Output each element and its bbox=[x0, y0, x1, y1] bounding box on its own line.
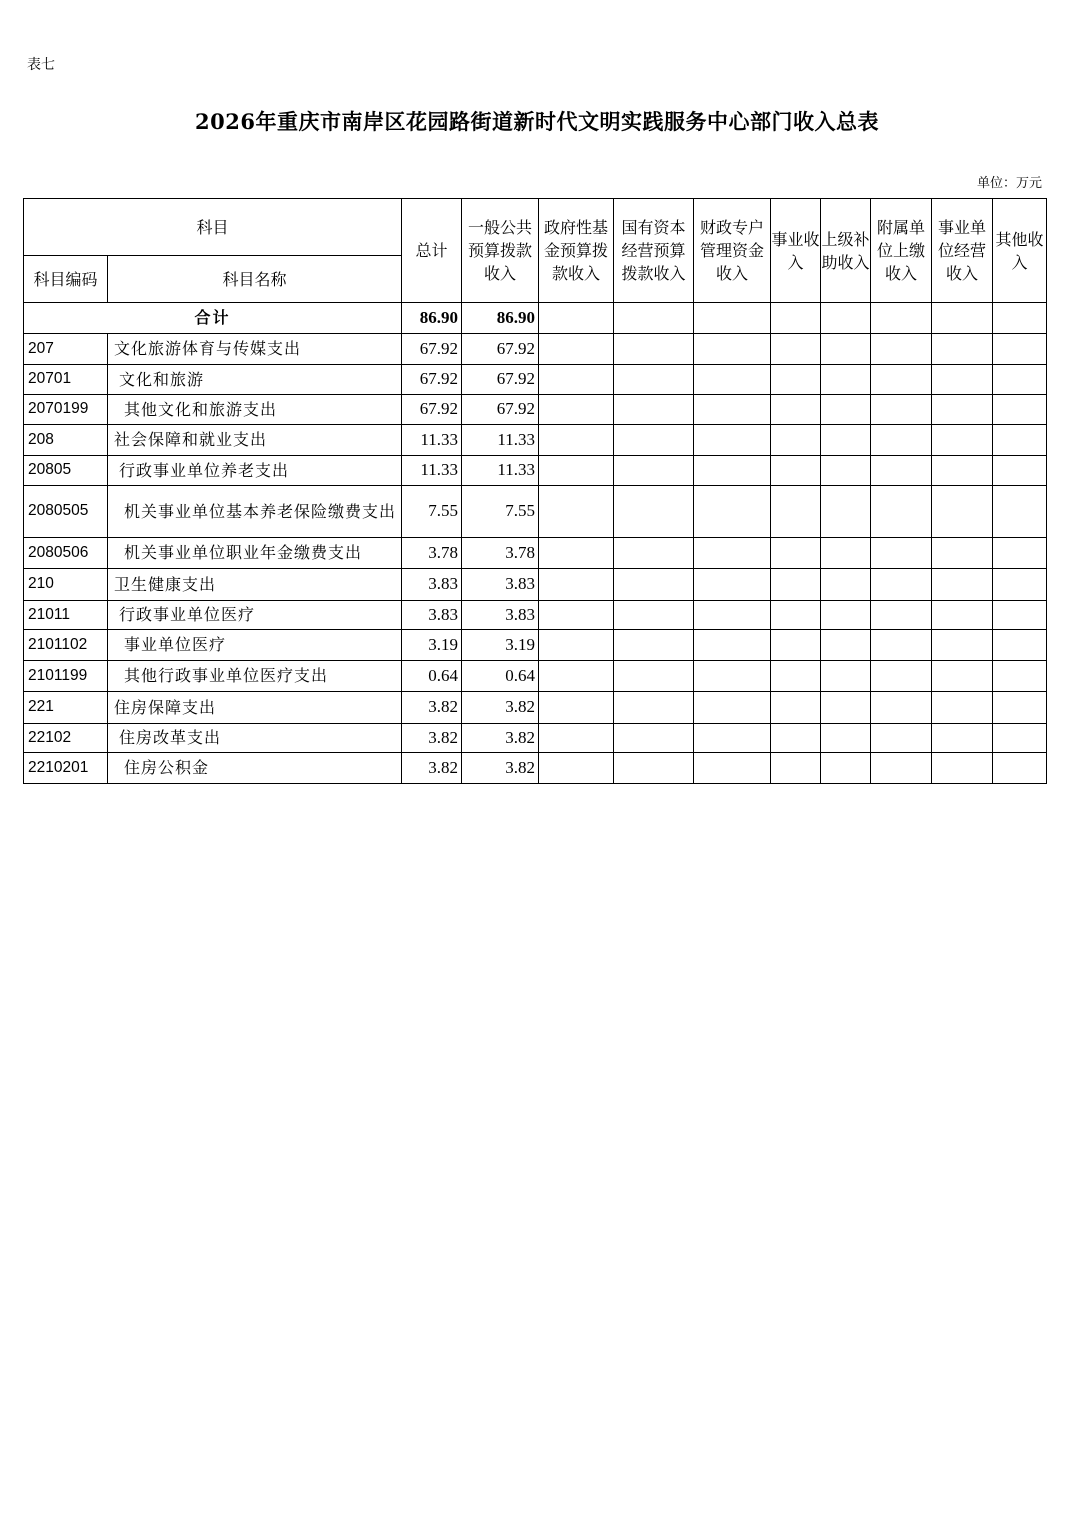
name-cell: 文化旅游体育与传媒支出 bbox=[108, 334, 402, 365]
name-cell: 住房保障支出 bbox=[108, 692, 402, 724]
name-cell: 其他行政事业单位医疗支出 bbox=[108, 661, 402, 692]
header-fiscal-special: 财政专户管理资金收入 bbox=[694, 199, 771, 303]
table-row bbox=[24, 456, 1047, 486]
table-row bbox=[24, 753, 1047, 784]
general-cell: 11.33 bbox=[462, 425, 539, 456]
header-total: 总计 bbox=[402, 199, 462, 303]
total-cell: 0.64 bbox=[402, 661, 462, 692]
general-cell: 86.90 bbox=[462, 303, 539, 334]
total-cell: 3.19 bbox=[402, 630, 462, 661]
header-other-income: 其他收入 bbox=[993, 199, 1047, 303]
table-row bbox=[24, 630, 1047, 661]
table-row bbox=[24, 569, 1047, 601]
total-cell: 3.83 bbox=[402, 601, 462, 630]
total-cell: 11.33 bbox=[402, 425, 462, 456]
total-cell: 11.33 bbox=[402, 456, 462, 486]
general-cell: 3.82 bbox=[462, 724, 539, 753]
total-cell: 86.90 bbox=[402, 303, 462, 334]
general-cell: 3.78 bbox=[462, 538, 539, 569]
table-row bbox=[24, 661, 1047, 692]
name-cell: 行政事业单位养老支出 bbox=[108, 456, 402, 486]
header-gov-fund: 政府性基金预算拨款收入 bbox=[539, 199, 614, 303]
name-cell: 文化和旅游 bbox=[108, 365, 402, 395]
table-row bbox=[24, 425, 1047, 456]
total-cell: 3.83 bbox=[402, 569, 462, 601]
general-cell: 67.92 bbox=[462, 334, 539, 365]
total-cell: 3.82 bbox=[402, 753, 462, 784]
unit-label: 单位：万元 bbox=[976, 176, 1042, 191]
general-cell: 3.19 bbox=[462, 630, 539, 661]
general-cell: 7.55 bbox=[462, 486, 539, 538]
code-cell: 210 bbox=[24, 569, 108, 601]
code-cell: 2101199 bbox=[24, 661, 108, 692]
name-cell: 机关事业单位职业年金缴费支出 bbox=[108, 538, 402, 569]
total-cell: 3.82 bbox=[402, 724, 462, 753]
total-row bbox=[24, 303, 1047, 334]
code-cell: 2070199 bbox=[24, 395, 108, 425]
table-row bbox=[24, 692, 1047, 724]
revenue-table bbox=[23, 198, 1047, 784]
total-cell: 67.92 bbox=[402, 395, 462, 425]
code-cell: 2080506 bbox=[24, 538, 108, 569]
total-cell: 7.55 bbox=[402, 486, 462, 538]
code-cell: 2210201 bbox=[24, 753, 108, 784]
table-row bbox=[24, 365, 1047, 395]
table-row bbox=[24, 334, 1047, 365]
general-cell: 3.83 bbox=[462, 569, 539, 601]
total-label: 合计 bbox=[24, 303, 402, 334]
table-number: 表七 bbox=[27, 57, 55, 73]
code-cell: 21011 bbox=[24, 601, 108, 630]
general-cell: 3.82 bbox=[462, 692, 539, 724]
header-subject: 科目 bbox=[24, 199, 402, 256]
code-cell: 207 bbox=[24, 334, 108, 365]
name-cell: 住房改革支出 bbox=[108, 724, 402, 753]
general-cell: 3.82 bbox=[462, 753, 539, 784]
document-title: 2026年重庆市南岸区花园路街道新时代文明实践服务中心部门收入总表 bbox=[195, 109, 879, 134]
header-business-income: 事业收入 bbox=[771, 199, 821, 303]
name-cell: 社会保障和就业支出 bbox=[108, 425, 402, 456]
general-cell: 11.33 bbox=[462, 456, 539, 486]
name-cell: 其他文化和旅游支出 bbox=[108, 395, 402, 425]
code-cell: 20701 bbox=[24, 365, 108, 395]
total-cell: 67.92 bbox=[402, 365, 462, 395]
name-cell: 住房公积金 bbox=[108, 753, 402, 784]
name-cell: 机关事业单位基本养老保险缴费支出 bbox=[108, 486, 402, 538]
header-code: 科目编码 bbox=[24, 256, 108, 303]
header-state-capital: 国有资本经营预算拨款收入 bbox=[614, 199, 694, 303]
header-general-budget: 一般公共预算拨款收入 bbox=[462, 199, 539, 303]
table-row bbox=[24, 601, 1047, 630]
header-superior-subsidy: 上级补助收入 bbox=[821, 199, 871, 303]
code-cell: 20805 bbox=[24, 456, 108, 486]
table-row bbox=[24, 486, 1047, 538]
name-cell: 卫生健康支出 bbox=[108, 569, 402, 601]
header-name: 科目名称 bbox=[108, 256, 402, 303]
general-cell: 67.92 bbox=[462, 365, 539, 395]
table-row bbox=[24, 724, 1047, 753]
code-cell: 208 bbox=[24, 425, 108, 456]
table-row bbox=[24, 538, 1047, 569]
code-cell: 221 bbox=[24, 692, 108, 724]
total-cell: 3.82 bbox=[402, 692, 462, 724]
total-cell: 3.78 bbox=[402, 538, 462, 569]
general-cell: 0.64 bbox=[462, 661, 539, 692]
general-cell: 67.92 bbox=[462, 395, 539, 425]
name-cell: 事业单位医疗 bbox=[108, 630, 402, 661]
header-affiliate-turnover: 附属单位上缴收入 bbox=[871, 199, 932, 303]
name-cell: 行政事业单位医疗 bbox=[108, 601, 402, 630]
code-cell: 2080505 bbox=[24, 486, 108, 538]
code-cell: 2101102 bbox=[24, 630, 108, 661]
general-cell: 3.83 bbox=[462, 601, 539, 630]
header-business-operation: 事业单位经营收入 bbox=[932, 199, 993, 303]
table-row bbox=[24, 395, 1047, 425]
total-cell: 67.92 bbox=[402, 334, 462, 365]
code-cell: 22102 bbox=[24, 724, 108, 753]
